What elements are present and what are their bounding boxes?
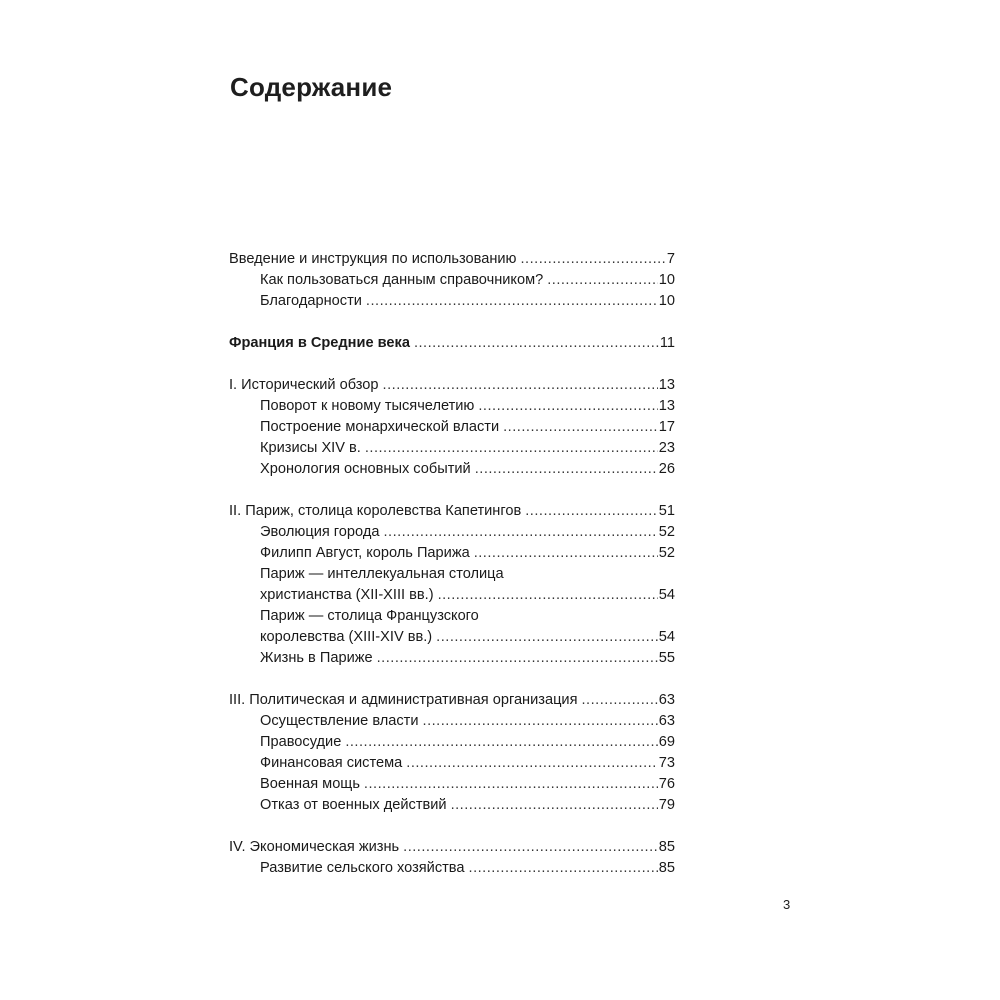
toc-page-number: 73 xyxy=(658,755,675,771)
table-of-contents xyxy=(229,249,675,879)
toc-label: Франция в Средние века xyxy=(229,335,410,351)
toc-label: Кризисы XIV в. xyxy=(260,440,361,456)
toc-page-number: 55 xyxy=(658,650,675,666)
toc-label: Как пользоваться данным справочником? xyxy=(260,272,544,288)
dot-leader xyxy=(520,249,665,270)
dot-leader xyxy=(474,543,658,564)
toc-entry-section-3[interactable] xyxy=(229,690,675,711)
toc-entry-kingdom-capital[interactable] xyxy=(229,627,675,648)
dot-leader xyxy=(383,375,658,396)
toc-label: Жизнь в Париже xyxy=(260,650,373,666)
toc-page-number: 76 xyxy=(658,776,675,792)
dot-leader xyxy=(547,270,658,291)
toc-entry-chronology[interactable] xyxy=(229,459,675,480)
toc-label: III. Политическая и административная организация xyxy=(229,692,578,708)
toc-entry-introduction[interactable] xyxy=(229,249,675,270)
toc-page-number: 7 xyxy=(666,251,675,267)
toc-entry-section-2[interactable] xyxy=(229,501,675,522)
toc-entry-monarchy[interactable] xyxy=(229,417,675,438)
spacer xyxy=(229,816,675,837)
dot-leader xyxy=(436,627,658,648)
dot-leader xyxy=(377,648,658,669)
toc-page-number: 51 xyxy=(658,503,675,519)
dot-leader xyxy=(475,459,658,480)
toc-label: Осуществление власти xyxy=(260,713,419,729)
toc-entry-intellectual-capital-line1[interactable]: Париж — интеллекуальная столица xyxy=(260,566,504,582)
toc-label: Благодарности xyxy=(260,293,362,309)
toc-page-number: 52 xyxy=(658,524,675,540)
toc-page-number: 52 xyxy=(658,545,675,561)
dot-leader xyxy=(365,438,658,459)
dot-leader xyxy=(423,711,658,732)
dot-leader xyxy=(406,753,658,774)
toc-page-number: 85 xyxy=(658,860,675,876)
page-number: 3 xyxy=(783,897,791,912)
toc-label: Поворот к новому тысячелетию xyxy=(260,398,475,414)
toc-entry-france-middle-ages[interactable] xyxy=(229,333,675,354)
toc-entry-intellectual-capital[interactable] xyxy=(229,585,675,606)
dot-leader xyxy=(403,837,658,858)
toc-page-number: 79 xyxy=(658,797,675,813)
toc-entry-military[interactable] xyxy=(229,774,675,795)
toc-label: Введение и инструкция по использованию xyxy=(229,251,517,267)
dot-leader xyxy=(438,585,658,606)
toc-page-number: 13 xyxy=(658,377,675,393)
toc-entry-agriculture[interactable] xyxy=(229,858,675,879)
toc-page-number: 17 xyxy=(658,419,675,435)
toc-label: I. Исторический обзор xyxy=(229,377,379,393)
toc-entry-philip-augustus[interactable] xyxy=(229,543,675,564)
toc-entry-crises[interactable] xyxy=(229,438,675,459)
toc-label: Построение монархической власти xyxy=(260,419,500,435)
spacer xyxy=(229,312,675,333)
toc-page-number: 23 xyxy=(658,440,675,456)
spacer xyxy=(229,669,675,690)
page-title: Содержание xyxy=(230,72,393,102)
toc-entry-acknowledgements[interactable] xyxy=(229,291,675,312)
toc-page-number: 54 xyxy=(658,587,675,603)
toc-entry-exercise-of-power[interactable] xyxy=(229,711,675,732)
toc-page-number: 10 xyxy=(658,293,675,309)
toc-entry-kingdom-capital-line1[interactable]: Париж — столица Французского xyxy=(260,608,479,624)
dot-leader xyxy=(414,333,659,354)
toc-page-number: 26 xyxy=(658,461,675,477)
dot-leader xyxy=(364,774,658,795)
toc-page-number: 69 xyxy=(658,734,675,750)
dot-leader xyxy=(525,501,658,522)
dot-leader xyxy=(383,522,657,543)
toc-label: Военная мощь xyxy=(260,776,360,792)
toc-label: христианства (XII-XIII вв.) xyxy=(260,587,434,603)
spacer xyxy=(229,480,675,501)
dot-leader xyxy=(469,858,658,879)
toc-label: Развитие сельского хозяйства xyxy=(260,860,465,876)
toc-page-number: 63 xyxy=(658,713,675,729)
toc-entry-section-1[interactable] xyxy=(229,375,675,396)
toc-label: IV. Экономическая жизнь xyxy=(229,839,400,855)
toc-page-number: 63 xyxy=(658,692,675,708)
toc-label: Финансовая система xyxy=(260,755,403,771)
toc-label: Хронология основных событий xyxy=(260,461,471,477)
toc-label: Филипп Август, король Парижа xyxy=(260,545,470,561)
spacer xyxy=(229,354,675,375)
toc-label: Эволюция города xyxy=(260,524,380,540)
toc-page-number: 13 xyxy=(658,398,675,414)
dot-leader xyxy=(345,732,657,753)
toc-entry-section-4[interactable] xyxy=(229,837,675,858)
toc-entry-life-in-paris[interactable] xyxy=(229,648,675,669)
toc-entry-city-evolution[interactable] xyxy=(229,522,675,543)
toc-page-number: 85 xyxy=(658,839,675,855)
toc-entry-finance[interactable] xyxy=(229,753,675,774)
toc-page-number: 10 xyxy=(658,272,675,288)
toc-label: Отказ от военных действий xyxy=(260,797,447,813)
dot-leader xyxy=(478,396,657,417)
toc-entry-justice[interactable] xyxy=(229,732,675,753)
dot-leader xyxy=(582,690,658,711)
toc-label: II. Париж, столица королевства Капетингов xyxy=(229,503,522,519)
toc-entry-how-to-use[interactable] xyxy=(229,270,675,291)
toc-entry-peace[interactable] xyxy=(229,795,675,816)
toc-entry-millennium[interactable] xyxy=(229,396,675,417)
toc-page-number: 54 xyxy=(658,629,675,645)
dot-leader xyxy=(451,795,658,816)
dot-leader xyxy=(503,417,658,438)
toc-label: Правосудие xyxy=(260,734,342,750)
dot-leader xyxy=(366,291,658,312)
toc-label: королевства (XIII-XIV вв.) xyxy=(260,629,433,645)
toc-page-number: 11 xyxy=(659,335,675,351)
